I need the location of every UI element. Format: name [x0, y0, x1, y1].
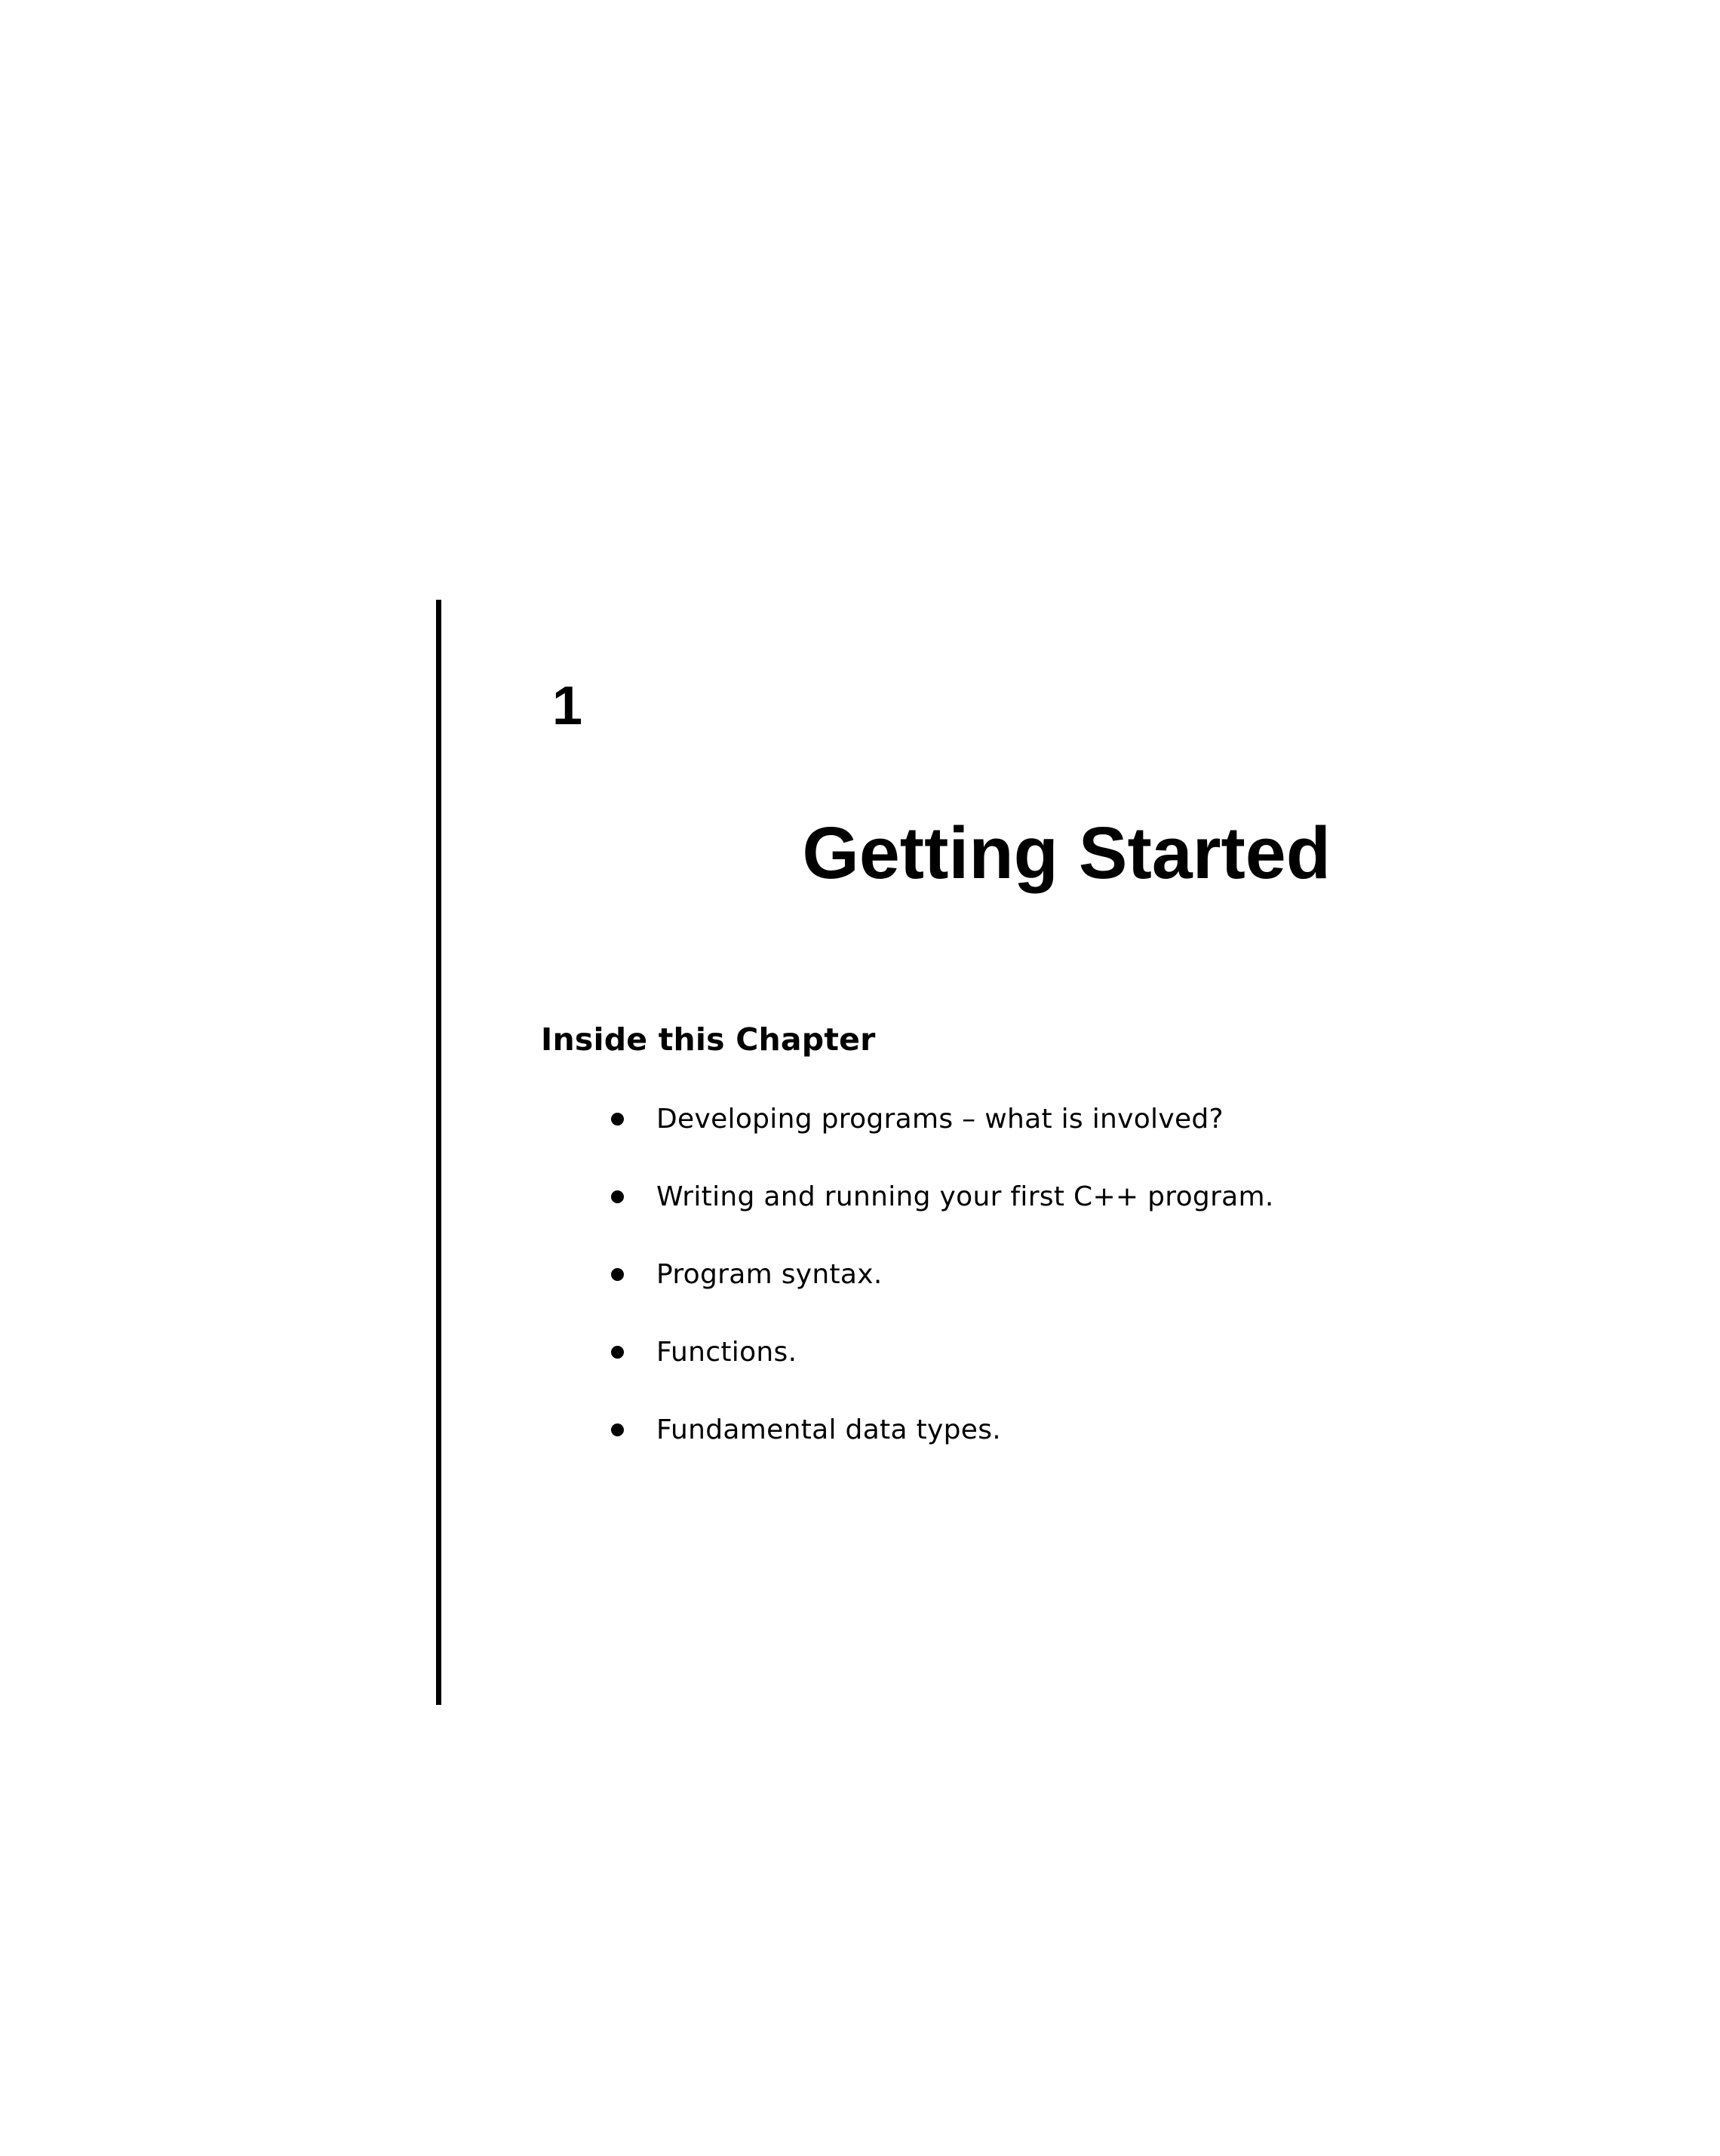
chapter-opener — [468, 676, 1433, 1447]
chapter-number: 1 — [552, 676, 582, 736]
list-item-label: Fundamental data types. — [656, 1414, 1001, 1446]
list-item — [468, 1413, 1433, 1447]
chapter-topic-list — [468, 1102, 1433, 1447]
list-item-label: Functions. — [656, 1337, 797, 1368]
page-title: Getting Started — [802, 812, 1331, 894]
bullet-icon — [611, 1424, 624, 1436]
list-item — [468, 1180, 1433, 1214]
list-item-label: Writing and running your first C++ program. — [656, 1181, 1274, 1213]
bullet-icon — [611, 1268, 624, 1281]
list-item — [468, 1335, 1433, 1369]
list-item-label: Program syntax. — [656, 1259, 883, 1291]
chapter-vertical-rule — [436, 600, 441, 1705]
list-item — [468, 1258, 1433, 1291]
bullet-icon — [611, 1190, 624, 1203]
inside-this-chapter-heading: Inside this Chapter — [541, 1021, 876, 1058]
list-item — [468, 1102, 1433, 1136]
bullet-icon — [611, 1346, 624, 1359]
bullet-icon — [611, 1113, 624, 1126]
list-item-label: Developing programs – what is involved? — [656, 1104, 1224, 1135]
